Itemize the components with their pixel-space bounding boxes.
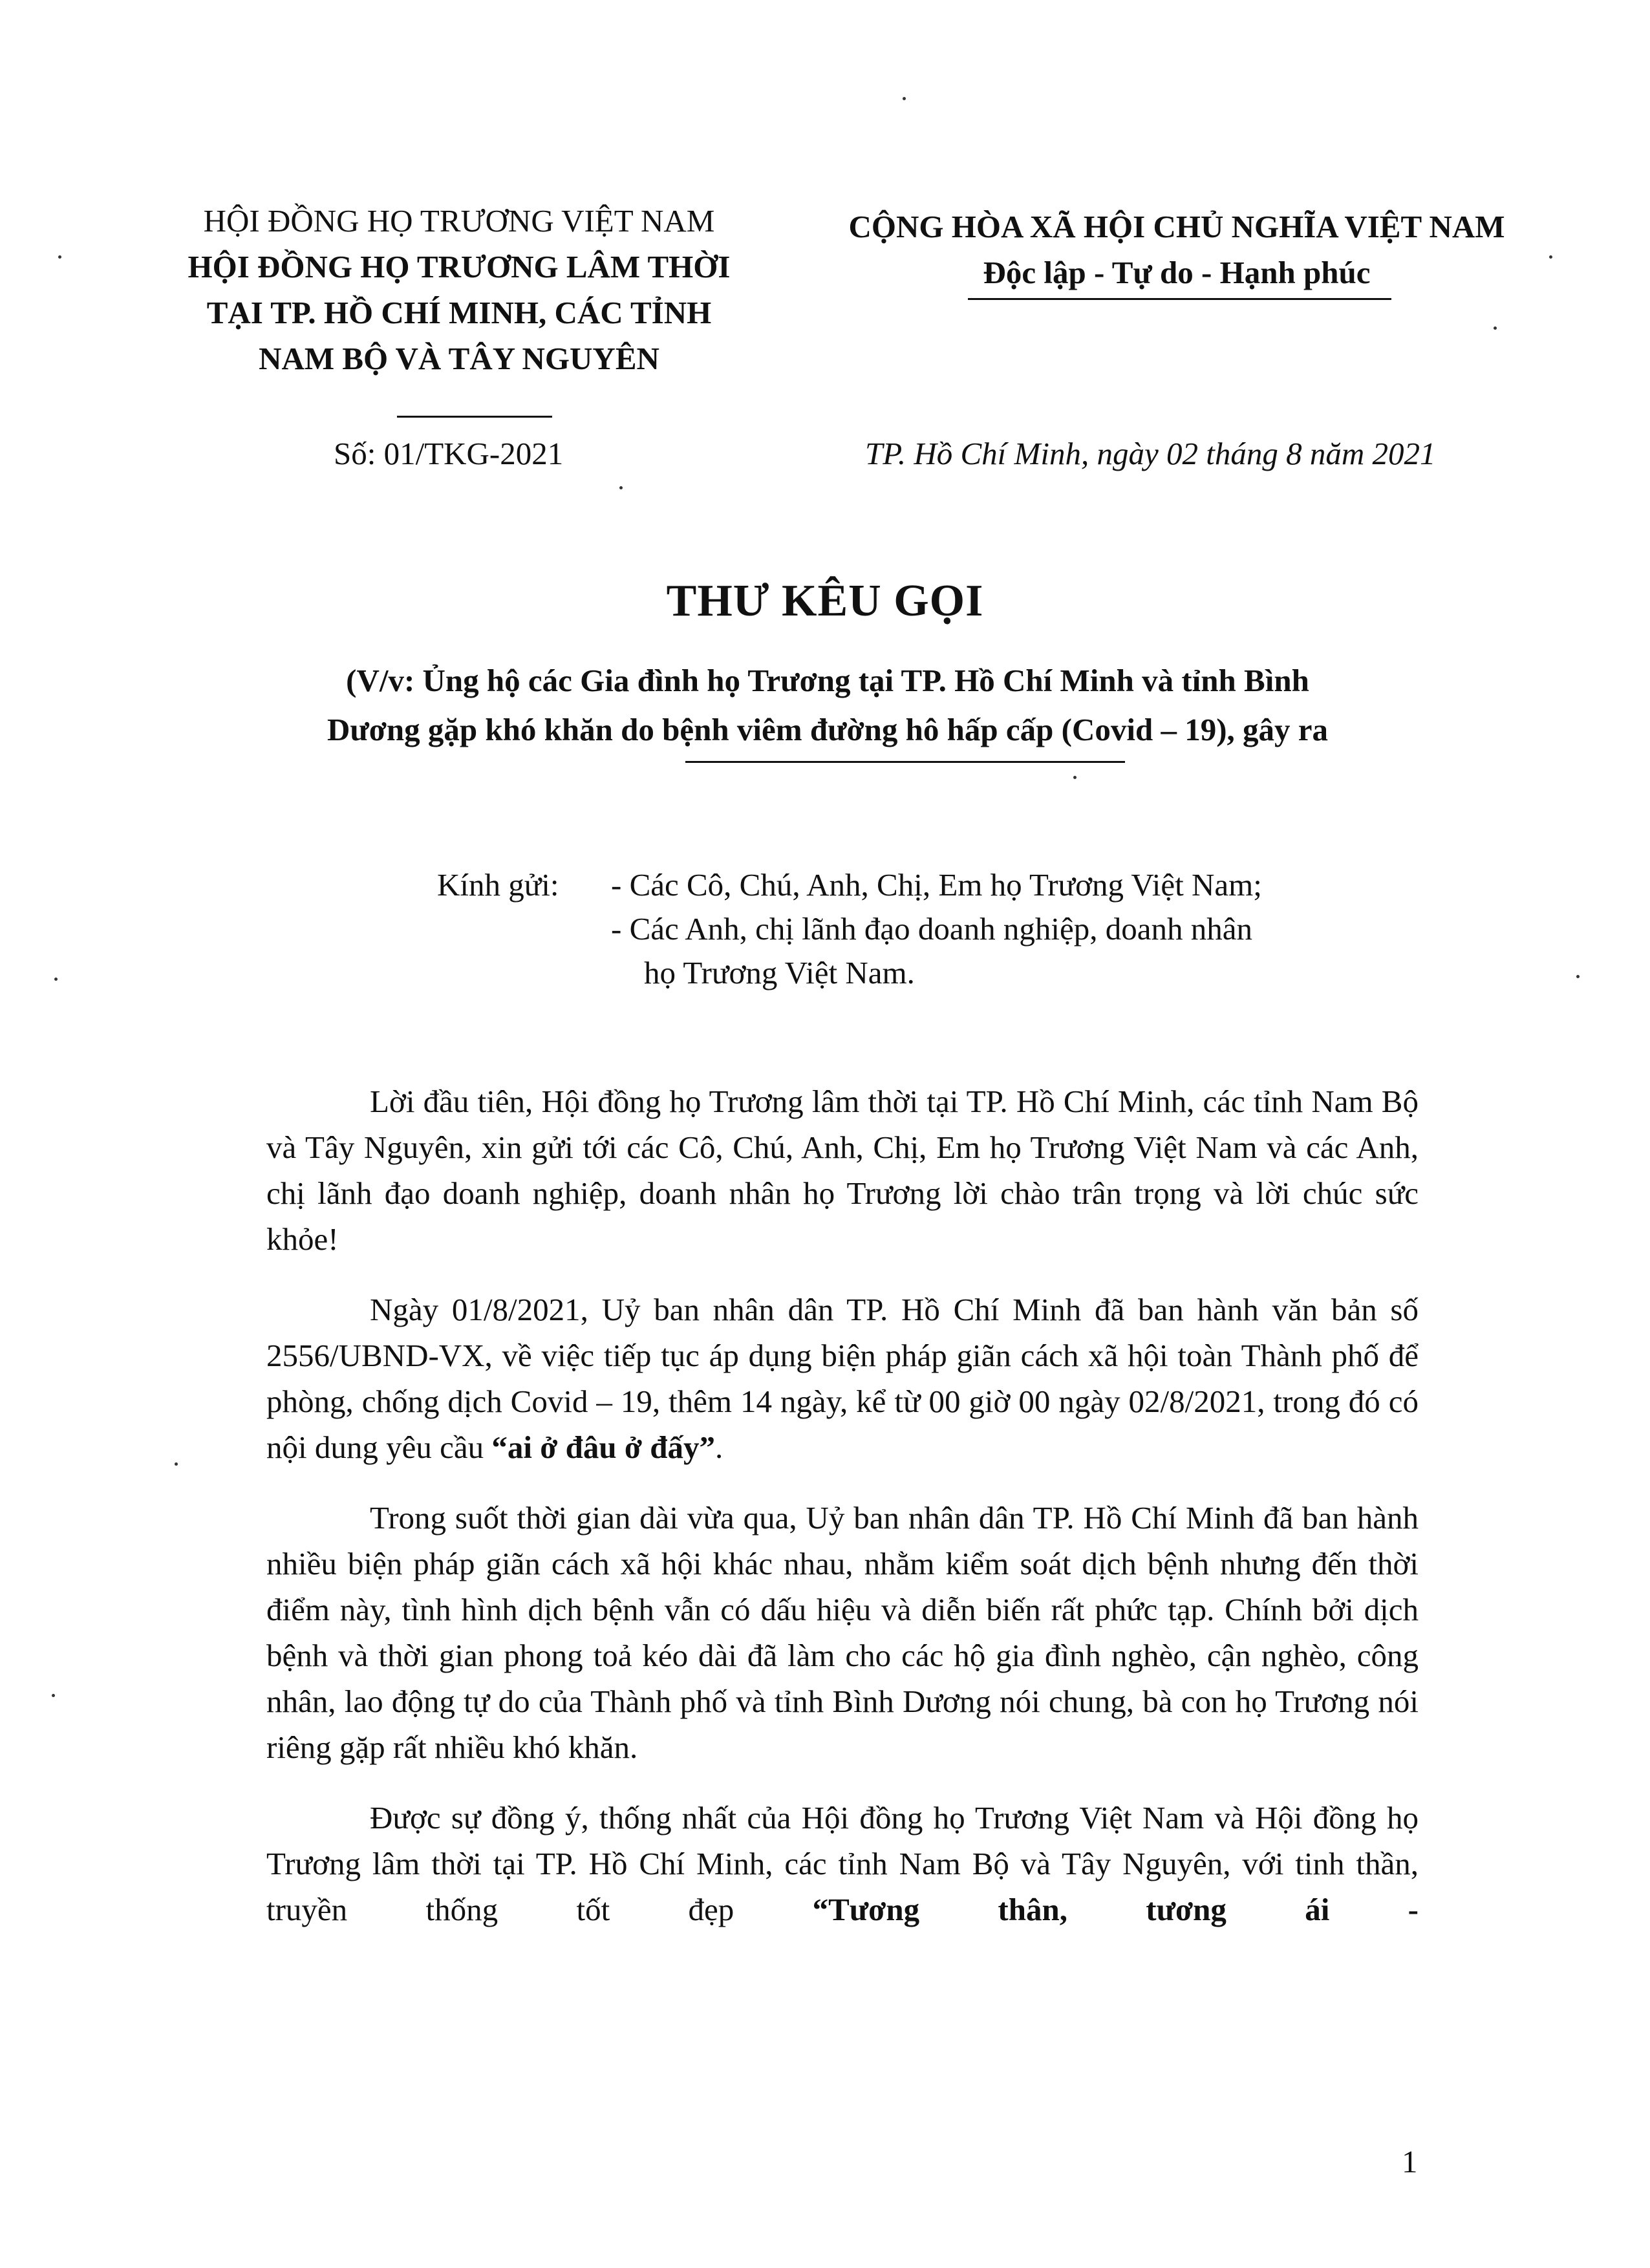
paragraph-greeting: Lời đầu tiên, Hội đồng họ Trương lâm thời tại TP. Hồ Chí Minh, các tỉnh Nam Bộ và Tây Nguyên, xin gửi tới các Cô, Chú, Anh, Chị, Em họ Trương Việt Nam và các Anh, chị lãnh đạo doanh nghiệp, doanh nhân họ Trương lời chào trân trọng và lời chúc sức khỏe! [266, 1084, 1419, 1257]
subject-underline [685, 761, 1125, 763]
scan-speck [58, 255, 61, 259]
organization-name-line2: TẠI TP. HỒ CHÍ MINH, CÁC TỈNH [206, 295, 712, 330]
recipient-item-2-line1: - Các Anh, chị lãnh đạo doanh nghiệp, doanh nhân [611, 911, 1253, 947]
recipient-item-2-line2: họ Trương Việt Nam. [644, 955, 915, 990]
scan-speck [52, 1694, 55, 1697]
scan-speck [54, 978, 58, 981]
paragraph-directive [266, 1287, 1419, 1470]
issue-date: TP. Hồ Chí Minh, ngày 02 tháng 8 năm 2021 [865, 436, 1436, 471]
scan-speck [175, 1462, 178, 1466]
recipient-item-1: - Các Cô, Chú, Anh, Chị, Em họ Trương Việt Nam; [611, 867, 1262, 903]
scan-speck [903, 97, 906, 100]
letter-body [266, 1078, 1419, 1932]
scan-speck [619, 486, 623, 489]
paragraph-directive-text: Ngày 01/8/2021, Uỷ ban nhân dân TP. Hồ Chí Minh đã ban hành văn bản số 2556/UBND-VX, về việc tiếp tục áp dụng biện pháp giãn cách xã hội toàn Thành phố để phòng, chống dịch Covid – 19, thêm 14 ngày, kể từ 00 giờ 00 ngày 02/8/2021, trong đó có nội dung yêu cầu [266, 1292, 1419, 1465]
parent-organization: HỘI ĐỒNG HỌ TRƯƠNG VIỆT NAM [203, 203, 715, 239]
paragraph-situation: Trong suốt thời gian dài vừa qua, Uỷ ban nhân dân TP. Hồ Chí Minh đã ban hành nhiều biện pháp giãn cách xã hội khác nhau, nhằm kiểm soát dịch bệnh nhưng đến thời điểm này, tình hình dịch bệnh vẫn có dấu hiệu và diễn biến rất phức tạp. Chính bởi dịch bệnh và thời gian phong toả kéo dài đã làm cho các hộ gia đình nghèo, cận nghèo, công nhân, lao động tự do của Thành phố và tỉnh Bình Dương nói chung, bà con họ Trương nói riêng gặp rất nhiều khó khăn. [266, 1500, 1419, 1765]
paragraph-appeal-text: Được sự đồng ý, thống nhất của Hội đồng họ Trương Việt Nam và Hội đồng họ Trương lâm thời tại TP. Hồ Chí Minh, các tỉnh Nam Bộ và Tây Nguyên, với tinh thần, truyền thống tốt đẹp [266, 1800, 1419, 1927]
subject-line1: (V/v: Ủng hộ các Gia đình họ Trương tại TP. Hồ Chí Minh và tỉnh Bình [346, 663, 1309, 698]
left-header-rule [397, 416, 552, 418]
issuing-authority-block [123, 198, 795, 381]
paragraph-directive-end: . [715, 1429, 723, 1465]
national-title: CỘNG HÒA XÃ HỘI CHỦ NGHĨA VIỆT NAM [848, 209, 1505, 244]
organization-name-line3: NAM BỘ VÀ TÂY NGUYÊN [259, 341, 659, 376]
paragraph-appeal [266, 1795, 1419, 1932]
page-number: 1 [1402, 2144, 1418, 2179]
document-title: THƯ KÊU GỌI [666, 576, 984, 626]
national-motto: Độc lập - Tự do - Hạnh phúc [983, 255, 1371, 290]
scan-speck [1576, 975, 1580, 978]
directive-quote: “ai ở đâu ở đấy” [491, 1429, 715, 1465]
recipients-label: Kính gửi: [437, 867, 559, 903]
scan-speck [1073, 776, 1077, 779]
organization-name-line1: HỘI ĐỒNG HỌ TRƯƠNG LÂM THỜI [188, 249, 731, 284]
scan-speck [1549, 255, 1552, 259]
scan-speck [1494, 326, 1497, 330]
subject-block [194, 656, 1461, 754]
subject-line2: Dương gặp khó khăn do bệnh viêm đường hô hấp cấp (Covid – 19), gây ra [327, 712, 1329, 747]
document-number: Số: 01/TKG-2021 [334, 436, 564, 471]
motto-underline [968, 298, 1391, 300]
appeal-quote: “Tương thân, tương ái - [812, 1892, 1419, 1927]
